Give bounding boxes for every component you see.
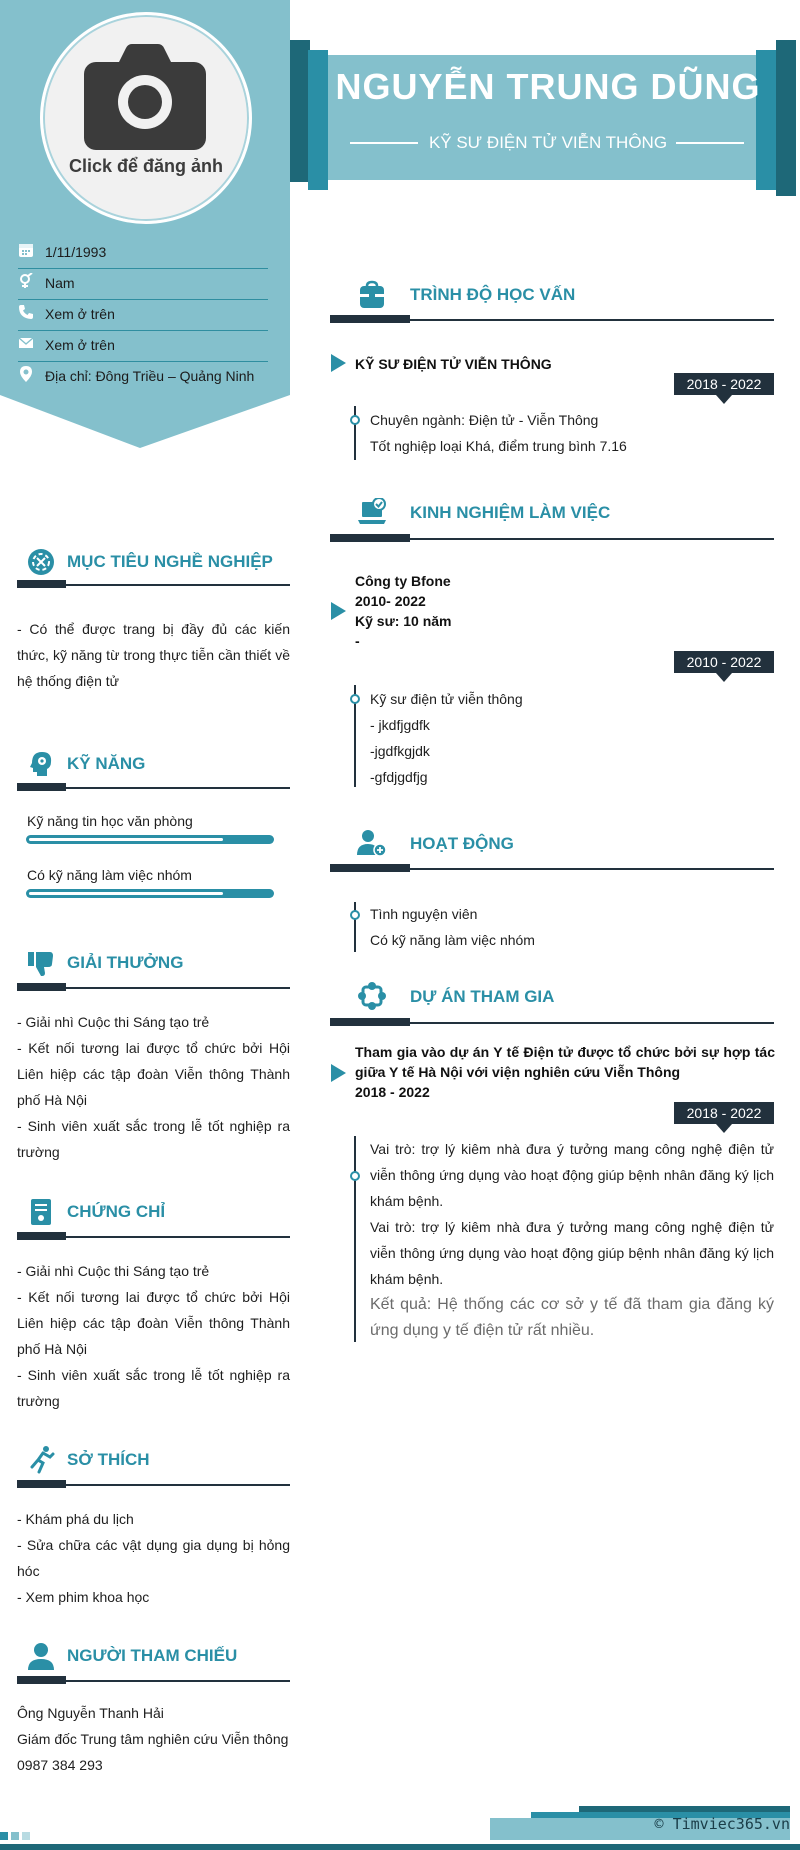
certificates-heading: CHỨNG CHỈ bbox=[67, 1202, 166, 1221]
footer-square bbox=[0, 1832, 8, 1840]
hobbies-heading: SỞ THÍCH bbox=[67, 1450, 150, 1469]
email-icon bbox=[18, 335, 34, 351]
skill-label: Kỹ năng tin học văn phòng bbox=[27, 813, 193, 829]
objective-divider-accent bbox=[17, 580, 66, 588]
footer-base-line bbox=[0, 1844, 800, 1850]
job-rule-right bbox=[676, 142, 744, 144]
education-line: Chuyên ngành: Điện tử - Viễn Thông bbox=[370, 412, 599, 428]
reference-name: Ông Nguyễn Thanh Hải bbox=[17, 1705, 164, 1721]
hobbies-divider-accent bbox=[17, 1480, 66, 1488]
footer-brand[interactable]: © Timviec365.vn bbox=[654, 1815, 790, 1833]
skill-progress-fill bbox=[29, 838, 223, 841]
experience-line: - jkdfjgdfk bbox=[370, 717, 430, 733]
thumbs-down-icon bbox=[26, 948, 56, 978]
experience-line: -jgdfkgjdk bbox=[370, 743, 430, 759]
laptop-check-icon bbox=[357, 498, 387, 528]
job-rule-left bbox=[350, 142, 418, 144]
skills-divider-accent bbox=[17, 783, 66, 791]
phone-icon bbox=[18, 304, 34, 320]
contact-address-text: Địa chỉ: Đông Triều – Quảng Ninh bbox=[45, 368, 255, 384]
experience-line: Kỹ sư điện tử viễn thông bbox=[370, 691, 523, 707]
activities-line: Tình nguyện viên bbox=[370, 906, 478, 922]
contact-row-gender bbox=[18, 269, 268, 300]
experience-line: -gfdjgdfjg bbox=[370, 769, 428, 785]
references-divider-accent bbox=[17, 1676, 66, 1684]
timeline-dot bbox=[350, 415, 360, 425]
job-title: KỸ SƯ ĐIỆN TỬ VIỄN THÔNG bbox=[428, 133, 668, 152]
timeline-line bbox=[354, 1136, 356, 1342]
education-heading: TRÌNH ĐỘ HỌC VẤN bbox=[410, 285, 576, 304]
awards-divider-accent bbox=[17, 983, 66, 991]
activities-heading: HOẠT ĐỘNG bbox=[410, 834, 514, 853]
calendar-icon bbox=[18, 242, 34, 258]
avatar-upload-label[interactable]: Click để đăng ảnh bbox=[68, 156, 224, 176]
objective-heading: MỤC TIÊU NGHỀ NGHIỆP bbox=[67, 552, 273, 571]
contact-row-address bbox=[18, 362, 268, 392]
hobbies-line: - Xem phim khoa học bbox=[17, 1589, 150, 1605]
reference-position: Giám đốc Trung tâm nghiên cứu Viễn thông bbox=[17, 1731, 289, 1747]
contact-row-email bbox=[18, 331, 268, 362]
project-result: Kết quả: Hệ thống các cơ sở y tế đã tham gia đăng ký ứng dụng y tế điện tử rất nhiều. bbox=[370, 1296, 774, 1339]
skill-label: Có kỹ năng làm việc nhóm bbox=[27, 867, 192, 883]
skills-heading: KỸ NĂNG bbox=[67, 754, 146, 773]
reference-phone: 0987 384 293 bbox=[17, 1757, 103, 1773]
experience-divider-accent bbox=[330, 534, 410, 542]
project-title: Tham gia vào dự án Y tế Điện tử được tổ chức bởi sự hợp tác giữa Y tế Hà Nội với viện nghiên cứu Viễn Thông bbox=[355, 1044, 775, 1080]
head-gear-icon bbox=[26, 749, 56, 779]
camera-icon bbox=[84, 44, 206, 150]
projects-divider-accent bbox=[330, 1018, 410, 1026]
education-degree: KỸ SƯ ĐIỆN TỬ VIỄN THÔNG bbox=[355, 356, 552, 372]
hobbies-line: - Sửa chữa các vật dụng gia dụng bị hỏng hóc bbox=[17, 1537, 290, 1579]
footer-square bbox=[11, 1832, 19, 1840]
person-icon bbox=[26, 1641, 56, 1671]
contact-row-phone bbox=[18, 300, 268, 331]
contact-phone-text: Xem ở trên bbox=[45, 306, 115, 322]
certificates-line: - Kết nối tương lai được tổ chức bởi Hội Liên hiệp các tập đoàn Viễn thông Thành phố Hà Nội bbox=[17, 1289, 290, 1357]
certificates-line: - Sinh viên xuất sắc trong lễ tốt nghiệp ra trường bbox=[17, 1367, 290, 1409]
contact-birthday-text: 1/11/1993 bbox=[45, 244, 107, 260]
skill-progress-fill bbox=[29, 892, 223, 895]
experience-date-badge: 2010 - 2022 bbox=[674, 651, 774, 673]
skill-progress-bar bbox=[26, 889, 274, 898]
contact-gender-text: Nam bbox=[45, 275, 75, 291]
experience-dash: - bbox=[355, 633, 360, 649]
activities-line: Có kỹ năng làm việc nhóm bbox=[370, 932, 535, 948]
education-divider-accent bbox=[330, 315, 410, 323]
entry-marker bbox=[331, 602, 346, 620]
banner-right-fold bbox=[776, 40, 796, 196]
timeline-dot bbox=[350, 910, 360, 920]
awards-line: - Sinh viên xuất sắc trong lễ tốt nghiệp ra trường bbox=[17, 1118, 290, 1160]
footer-square bbox=[22, 1832, 30, 1840]
user-add-icon bbox=[357, 828, 387, 858]
timeline-dot bbox=[350, 694, 360, 704]
project-role-paragraph: Vai trò: trợ lý kiêm nhà đưa ý tưởng mang công nghệ điện tử viễn thông ứng dụng vào hoạt động giúp bệnh nhân đăng ký lịch khám bệnh. bbox=[370, 1219, 774, 1287]
objective-text: - Có thể được trang bị đầy đủ các kiến thức, kỹ năng từ trong thực tiễn cần thiết về hệ thống điện tử bbox=[17, 621, 290, 689]
certificates-divider-accent bbox=[17, 1232, 66, 1240]
experience-role: Kỹ sư: 10 năm bbox=[355, 613, 452, 629]
experience-heading: KINH NGHIỆM LÀM VIỆC bbox=[410, 503, 611, 522]
references-heading: NGƯỜI THAM CHIẾU bbox=[67, 1646, 238, 1665]
certificate-icon bbox=[26, 1197, 56, 1227]
banner-left-fold bbox=[290, 40, 310, 182]
certificates-line: - Giải nhì Cuộc thi Sáng tạo trẻ bbox=[17, 1263, 210, 1279]
target-icon bbox=[26, 547, 56, 577]
education-date-badge: 2018 - 2022 bbox=[674, 373, 774, 395]
contact-email-text: Xem ở trên bbox=[45, 337, 115, 353]
location-icon bbox=[18, 366, 34, 382]
awards-line: - Kết nối tương lai được tổ chức bởi Hội Liên hiệp các tập đoàn Viễn thông Thành phố Hà Nội bbox=[17, 1040, 290, 1108]
hobbies-line: - Khám phá du lịch bbox=[17, 1511, 134, 1527]
sports-icon bbox=[26, 1445, 56, 1475]
awards-heading: GIẢI THƯỞNG bbox=[67, 953, 184, 972]
backpack-icon bbox=[357, 280, 387, 310]
skill-progress-bar bbox=[26, 835, 274, 844]
project-date-badge: 2018 - 2022 bbox=[674, 1102, 774, 1124]
candidate-name: NGUYỄN TRUNG DŨNG bbox=[335, 66, 761, 107]
banner-left-edge bbox=[308, 50, 328, 190]
experience-period: 2010- 2022 bbox=[355, 593, 426, 609]
gender-icon bbox=[18, 273, 34, 289]
entry-marker bbox=[331, 1064, 346, 1082]
projects-heading: DỰ ÁN THAM GIA bbox=[410, 987, 555, 1006]
education-line: Tốt nghiệp loại Khá, điểm trung bình 7.16 bbox=[370, 438, 627, 454]
awards-line: - Giải nhì Cuộc thi Sáng tạo trẻ bbox=[17, 1014, 210, 1030]
project-role-paragraph: Vai trò: trợ lý kiêm nhà đưa ý tưởng mang công nghệ điện tử viễn thông ứng dụng vào hoạt động giúp bệnh nhân đăng ký lịch khám bệnh. bbox=[370, 1141, 774, 1209]
project-icon bbox=[357, 981, 387, 1011]
contact-row-birthday bbox=[18, 238, 268, 269]
timeline-dot bbox=[350, 1171, 360, 1181]
activities-divider-accent bbox=[330, 864, 410, 872]
experience-company: Công ty Bfone bbox=[355, 573, 451, 589]
entry-marker bbox=[331, 354, 346, 372]
project-period: 2018 - 2022 bbox=[355, 1084, 430, 1100]
